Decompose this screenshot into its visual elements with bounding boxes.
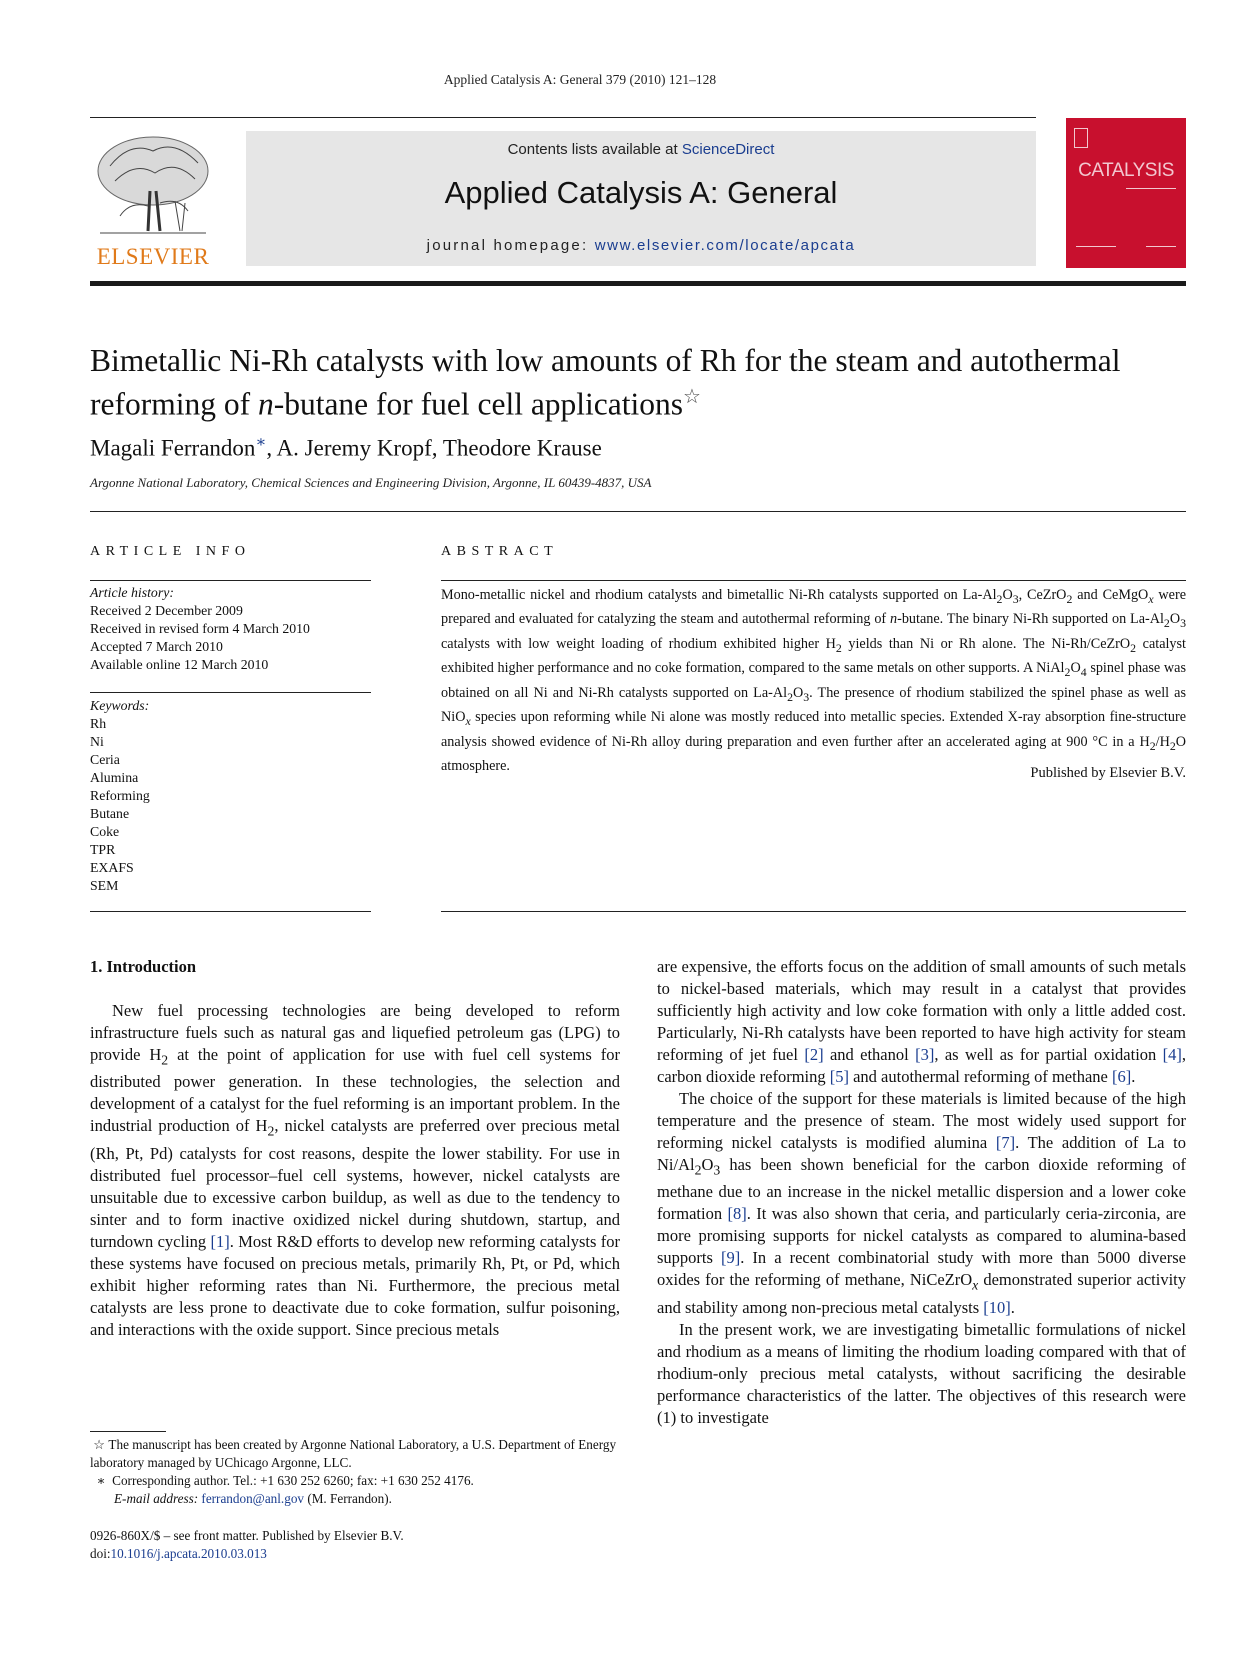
- citation-link[interactable]: [5]: [829, 1067, 849, 1086]
- history-label: Article history:: [90, 585, 174, 600]
- citation-link[interactable]: [3]: [915, 1045, 935, 1064]
- article-info-bottom-rule: [90, 911, 371, 912]
- keyword: EXAFS: [90, 860, 134, 875]
- authors-rest: , A. Jeremy Kropf, Theodore Krause: [266, 435, 602, 461]
- history-accepted: Accepted 7 March 2010: [90, 639, 223, 654]
- citation-link[interactable]: [7]: [995, 1133, 1016, 1152]
- footnote-rule: [90, 1431, 166, 1432]
- title-footnote-star-icon[interactable]: ☆: [683, 386, 701, 408]
- history-revised: Received in revised form 4 March 2010: [90, 621, 310, 636]
- corresponding-text: Corresponding author. Tel.: +1 630 252 6260; fax: +1 630 252 4176.: [112, 1473, 474, 1488]
- homepage-line: [246, 237, 1036, 254]
- homepage-prefix: journal homepage:: [426, 237, 595, 254]
- contents-prefix: Contents lists available at: [507, 141, 682, 158]
- keyword: Butane: [90, 806, 130, 821]
- keywords: [90, 697, 150, 895]
- title-italic-n: n: [257, 386, 274, 422]
- footnote-star-text: The manuscript has been created by Argonne National Laboratory, a U.S. Department of Energy laboratory managed by UChicago Argonne, LLC.: [90, 1437, 617, 1470]
- article-info-rule: [90, 580, 371, 581]
- paragraph: In the present work, we are investigating bimetallic formulations of nickel and rhodium as a means of limiting the rhodium loading compared with that of rhodium-only precious metal catalysts, without sacrificing the desirable performance characteristics of the latter. The objectives of this research were (1) to investigate: [657, 1319, 1186, 1427]
- abstract-heading: ABSTRACT: [441, 544, 559, 559]
- doi-line: [90, 1545, 404, 1563]
- doi-link[interactable]: 10.1016/j.apcata.2010.03.013: [110, 1546, 267, 1561]
- section-heading: 1. Introduction: [90, 957, 197, 976]
- history-online: Available online 12 March 2010: [90, 657, 269, 672]
- front-matter: [90, 1527, 404, 1563]
- sciencedirect-link[interactable]: ScienceDirect: [681, 141, 775, 158]
- cover-title: CATALYSIS: [1078, 160, 1174, 181]
- paragraph: New fuel processing technologies are being developed to reform infrastructure fuels such as natural gas and liquefied petroleum gas (LPG) to provide $H_2$ at the point of application for use with fuel cell systems for distributed power generation. In these technologies, the selection and development of a catalyst for the fuel reforming is an important problem. In the industrial production of $H_2$, nickel catalysts are preferred over precious metal (Rh, Pt, Pd) catalysts for cost reasons, despite the lower stability. For use in distributed fuel processor–fuel cell systems, however, nickel catalysts are unsuitable due to excessive carbon buildup, as well as due to the tendency to sinter and to form inactive oxidized nickel during shutdown, startup, and turndown cycling [1]. Most R&D efforts to develop new reforming catalysts for these systems have focused on precious metals, primarily Rh, Pt, or Pd, which exhibit higher reforming rates than Ni. Furthermore, the precious metal catalysts are less prone to deactivate due to coke formation, sulfur poisoning, and interactions with the oxide support. Since precious metals: [90, 1001, 620, 1339]
- keywords-label: Keywords:: [90, 698, 150, 713]
- affiliation-rule: [90, 511, 1186, 512]
- footnote-corresponding: ∗ Corresponding author. Tel.: +1 630 252 6260; fax: +1 630 252 4176.: [90, 1473, 474, 1488]
- email-link[interactable]: ferrandon@anl.gov: [201, 1491, 305, 1506]
- title-text-2: -butane for fuel cell applications: [273, 386, 684, 422]
- keyword: Ceria: [90, 752, 120, 767]
- abstract-bottom-rule: [441, 911, 1186, 912]
- keyword: Rh: [90, 716, 107, 731]
- keyword: SEM: [90, 878, 119, 893]
- footnotes: [90, 1436, 620, 1508]
- citation-link[interactable]: [1]: [210, 1231, 230, 1251]
- elsevier-wordmark: ELSEVIER: [96, 244, 210, 269]
- body-column-right: [657, 956, 1186, 1429]
- header-rule: [90, 117, 1036, 118]
- contents-line: [246, 141, 1036, 158]
- keyword: Alumina: [90, 770, 139, 785]
- citation-link[interactable]: [10]: [983, 1297, 1011, 1317]
- article-title: [90, 342, 1190, 423]
- masthead-rule: [90, 281, 1186, 286]
- issn-line: 0926-860X/$ – see front matter. Published by Elsevier B.V.: [90, 1528, 404, 1543]
- journal-masthead: [246, 131, 1036, 266]
- title-text-1: Bimetallic Ni-Rh catalysts with low amounts of Rh for the steam and autothermal reforming of: [90, 343, 1121, 422]
- citation-link[interactable]: [4]: [1162, 1045, 1182, 1064]
- body-column-left: [90, 1000, 620, 1341]
- keyword: Reforming: [90, 788, 150, 803]
- homepage-link[interactable]: www.elsevier.com/locate/apcata: [594, 237, 856, 254]
- email-label: E-mail address:: [114, 1491, 202, 1506]
- keyword: Ni: [90, 734, 104, 749]
- doi-prefix: doi:: [90, 1546, 111, 1561]
- citation-link[interactable]: [2]: [804, 1045, 824, 1064]
- citation-link[interactable]: [8]: [727, 1204, 747, 1224]
- corresponding-author-mark[interactable]: ∗: [255, 434, 267, 451]
- journal-cover-image: [1066, 118, 1186, 268]
- history-received: Received 2 December 2009: [90, 603, 243, 618]
- article-info-heading: ARTICLE INFO: [90, 544, 251, 559]
- paragraph: The choice of the support for these materials is limited because of the high temperature and the presence of steam. The most widely used support for reforming nickel catalysts is modified alumina [7]. The addition of La to $Ni/Al_2O_3$ has been shown beneficial for the carbon dioxide reforming of methane due to an increase in the nickel metallic dispersion and a lower coke formation [8]. It was also shown that ceria, and particularly ceria-zirconia, are more promising supports for nickel catalysts as compared to alumina-based supports [9]. In a recent combinatorial study with more than 5000 diverse oxides for the reforming of methane, NiCeZrO$_x$ demonstrated superior activity and stability among non-precious metal catalysts [10].: [657, 1089, 1186, 1317]
- article-history: [90, 584, 310, 674]
- affiliation: Argonne National Laboratory, Chemical Sciences and Engineering Division, Argonne, IL 60439-4837, USA: [90, 475, 652, 490]
- author-ferrandon: Magali Ferrandon: [90, 435, 256, 461]
- citation-link[interactable]: [9]: [720, 1248, 741, 1268]
- email-suffix: (M. Ferrandon).: [304, 1491, 392, 1506]
- abstract-text: Mono-metallic nickel and rhodium catalysts and bimetallic Ni-Rh catalysts supported on $La-Al_2O_3$, CeZrO$_2$ and CeMgO$_x$ were prepared and evaluated for catalyzing the steam and autothermal reforming of n-butane. The binary Ni-Rh supported on $La-Al_2O_3$ catalysts with low weight loading of rhodium exhibited higher $H_2$ yields than Ni or Rh alone. The Ni-Rh/CeZrO$_2$ catalyst exhibited higher performance and no coke formation, compared to the same metals on other supports. A $NiAl_2O_4$ spinel phase was obtained on all Ni and Ni-Rh catalysts supported on $La-Al_2O_3$. The presence of rhodium stabilized the spinel phase as well as NiO$_x$ species upon reforming while Ni alone was mostly reduced into metallic species. Extended X-ray absorption fine-structure analysis showed evidence of Ni-Rh alloy during preparation and even further after an accelerated aging at 900 °C in a $H_2/H_2O$ atmosphere.: [441, 587, 1187, 774]
- keywords-rule: [90, 692, 371, 693]
- citation-link[interactable]: [6]: [1111, 1067, 1132, 1086]
- paragraph: are expensive, the efforts focus on the addition of small amounts of such metals to nickel-based materials, which may result in a catalyst that provides sufficiently high activity and low coke formation with only a little added cost. Particularly, Ni-Rh catalysts have been reported to have high activity for steam reforming of jet fuel [2] and ethanol [3], as well as for partial oxidation [4], carbon dioxide reforming [5] and autothermal reforming of methane [6].: [657, 957, 1187, 1086]
- journal-title: Applied Catalysis A: General: [444, 175, 838, 210]
- footnote-star: ☆ The manuscript has been created by Argonne National Laboratory, a U.S. Department of Energy laboratory managed by UChicago Argonne, LLC.: [90, 1437, 617, 1470]
- running-head: Applied Catalysis A: General 379 (2010) 121–128: [443, 72, 717, 87]
- keyword: TPR: [90, 842, 116, 857]
- publisher-line: Published by Elsevier B.V.: [1030, 765, 1186, 781]
- footnote-email: [90, 1490, 620, 1508]
- keyword: Coke: [90, 824, 120, 839]
- abstract-rule: [441, 580, 1186, 581]
- author-list: [90, 432, 602, 462]
